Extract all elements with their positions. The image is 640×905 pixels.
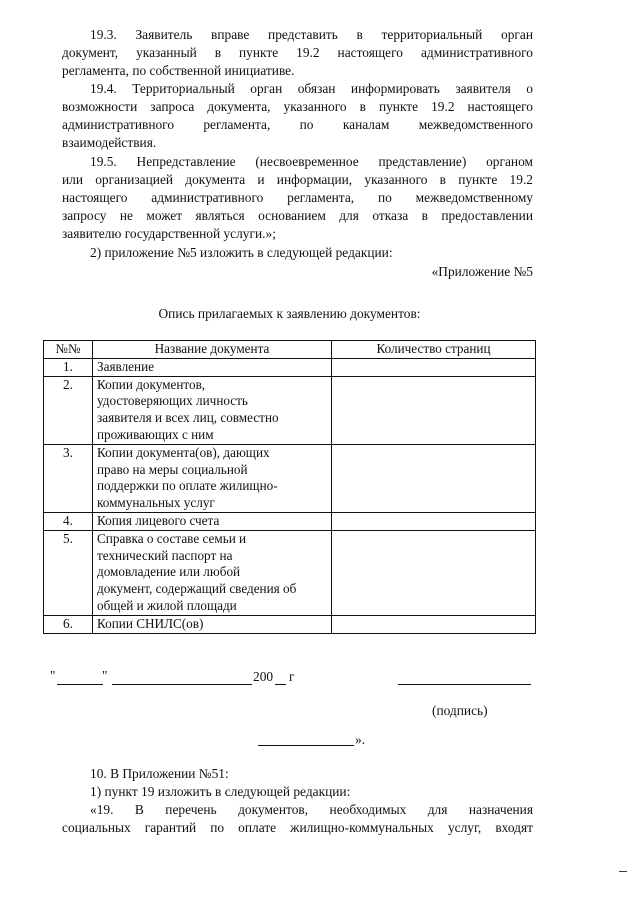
row-num: 2.: [44, 376, 93, 444]
row-pages: [332, 444, 536, 512]
signature-blank: [398, 684, 531, 685]
row-name-line: право на меры социальной: [97, 461, 248, 477]
row-name-line: домовладение или любой: [97, 564, 241, 580]
date-year-prefix: 200: [253, 669, 274, 684]
documents-table: [43, 340, 536, 634]
row-num: 5.: [44, 530, 93, 615]
row-name-line: коммунальных услуг: [97, 495, 215, 511]
p193-line-2: документ, указанный в пункте 19.2 настоящего административного: [62, 45, 533, 60]
row-name: [93, 615, 332, 633]
row-name-line: заявителя и всех лиц, совместно: [97, 410, 279, 426]
section-10-heading: 10. В Приложении №51:: [90, 766, 229, 781]
row-name: [93, 512, 332, 530]
row-num: 1.: [44, 358, 93, 376]
row-name-line: Копия лицевого счета: [97, 512, 220, 528]
row-pages: [332, 615, 536, 633]
item-2-text: 2) приложение №5 изложить в следующей редакции:: [90, 245, 393, 260]
closing-quote: ».: [355, 732, 366, 747]
date-year-blank: [275, 684, 286, 685]
p194-line-3: административного регламента, по каналам межведомственного: [62, 117, 533, 132]
row-name-line: удостоверяющих личность: [97, 393, 248, 409]
date-year-suffix: г: [289, 669, 295, 684]
table-row: [44, 358, 536, 376]
table-row: [44, 615, 536, 633]
appendix-label: «Приложение №5: [431, 264, 533, 279]
row-name-line: Копии документов,: [97, 376, 206, 392]
header-pages: Количество страниц: [332, 341, 536, 359]
closing-blank: [258, 745, 354, 746]
table-title: Опись прилагаемых к заявлению документов:: [158, 306, 421, 321]
p195-line-1: 19.5. Непредставление (несвоевременное представление) органом: [90, 154, 533, 169]
signature-caption: (подпись): [432, 703, 488, 718]
p194-line-4: взаимодействия.: [62, 135, 157, 150]
row-name-line: Копии документа(ов), дающих: [97, 444, 270, 460]
row-name-line: проживающих с ним: [97, 426, 214, 442]
row-pages: [332, 530, 536, 615]
row-pages: [332, 358, 536, 376]
row-num: 3.: [44, 444, 93, 512]
row-name-line: технический паспорт на: [97, 547, 233, 563]
row-name: [93, 530, 332, 615]
row-name-line: общей и жилой площади: [97, 597, 237, 613]
row-num: 6.: [44, 615, 93, 633]
table-row: [44, 530, 536, 615]
p194-line-2: возможности запроса документа, указанного в пункте 19.2 настоящего: [62, 99, 533, 114]
row-name: [93, 358, 332, 376]
table-row: [44, 512, 536, 530]
p195-line-5: заявителю государственной услуги.»;: [62, 226, 276, 241]
header-num: №№: [44, 341, 93, 359]
row-num: 4.: [44, 512, 93, 530]
p195-line-3: настоящего административного регламента, по межведомственному: [62, 190, 533, 205]
p195-line-2: или организацией документа и информации, указанного в пункте 19.2: [62, 172, 533, 187]
row-name: [93, 376, 332, 444]
p195-line-4: запросу не может являться основанием для отказа в предоставлении: [62, 208, 533, 223]
margin-mark: [619, 871, 627, 872]
table-row: [44, 376, 536, 444]
p193-line-3: регламента, по собственной инициативе.: [62, 63, 295, 78]
p194-line-1: 19.4. Территориальный орган обязан информировать заявителя о: [90, 81, 533, 96]
row-name-line: Справка о составе семьи и: [97, 530, 247, 546]
row-name-line: Копии СНИЛС(ов): [97, 615, 204, 631]
row-name-line: Заявление: [97, 358, 154, 374]
section-10-item-1: 1) пункт 19 изложить в следующей редакции:: [90, 784, 351, 799]
row-name-line: документ, содержащий сведения об: [97, 581, 297, 597]
p19-line-1: «19. В перечень документов, необходимых для назначения: [90, 802, 533, 817]
date-month-blank: [112, 684, 252, 685]
date-quote-close: ": [102, 668, 108, 683]
p193-line-1: 19.3. Заявитель вправе представить в территориальный орган: [90, 27, 533, 42]
row-name: [93, 444, 332, 512]
date-day-blank: [57, 684, 103, 685]
p19-line-2: социальных гарантий по оплате жилищно-коммунальных услуг, входят: [62, 820, 533, 835]
table-row: [44, 444, 536, 512]
row-name-line: поддержки по оплате жилищно-: [97, 478, 278, 494]
header-name: Название документа: [93, 341, 332, 359]
date-quote-open: ": [50, 668, 56, 683]
table-header-row: [44, 341, 536, 359]
row-pages: [332, 512, 536, 530]
row-pages: [332, 376, 536, 444]
